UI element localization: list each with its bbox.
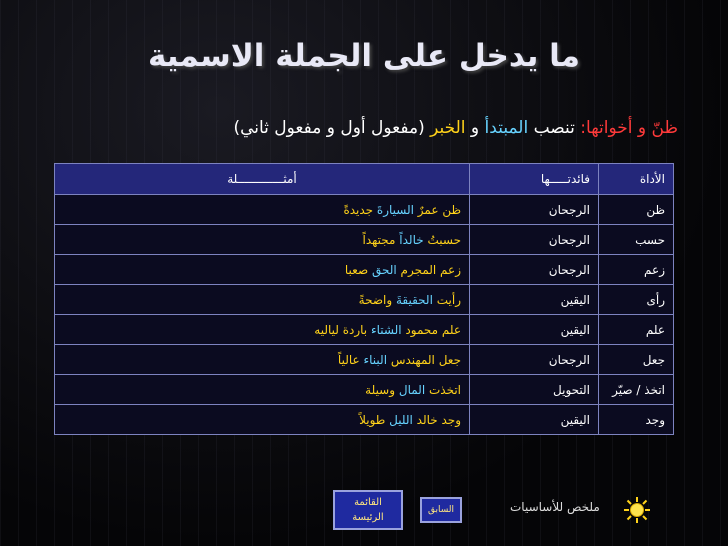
example-part: ظن عمرٌ [417, 202, 461, 217]
table-row [55, 375, 674, 405]
table-row [55, 195, 674, 225]
tools-table [54, 163, 674, 435]
cell-tool: علم [599, 315, 674, 345]
cell-example [55, 195, 470, 225]
main-menu-button[interactable] [333, 490, 403, 530]
subtitle [58, 118, 678, 138]
subtitle-khabar: الخبر [430, 118, 466, 138]
sun-icon[interactable] [623, 496, 651, 524]
example-part: زعم المجرم [400, 262, 461, 277]
header-tool: الأداة [599, 164, 674, 195]
cell-tool: حسب [599, 225, 674, 255]
cell-tool: اتخذ / صيّر [599, 375, 674, 405]
table-row [55, 345, 674, 375]
cell-benefit: اليقين [470, 285, 599, 315]
table-row [55, 285, 674, 315]
subtitle-mubtada: المبتدأ [484, 118, 529, 138]
table-row [55, 405, 674, 435]
cell-example [55, 345, 470, 375]
example-part: اتخذت [428, 382, 461, 397]
cell-tool: زعم [599, 255, 674, 285]
example-part: وجد خالد [416, 412, 461, 427]
example-part: مجتهداً [362, 232, 400, 247]
example-part: وسيلة [365, 382, 399, 397]
cell-example [55, 285, 470, 315]
example-part: جعل المهندس [390, 352, 461, 367]
example-part: جديدةً [343, 202, 377, 217]
example-part: المال [398, 382, 429, 397]
cell-tool: رأى [599, 285, 674, 315]
example-part: علم محمود [405, 322, 461, 337]
cell-example [55, 225, 470, 255]
table-row [55, 315, 674, 345]
example-part: صعبا [344, 262, 372, 277]
example-part: السيارةَ [376, 202, 418, 217]
main-menu-label-line2: الرئيسة [352, 512, 384, 523]
cell-benefit: اليقين [470, 315, 599, 345]
cell-tool: ظن [599, 195, 674, 225]
cell-tool: جعل [599, 345, 674, 375]
main-menu-label-line1: القائمة [354, 497, 382, 508]
cell-tool: وجد [599, 405, 674, 435]
cell-example [55, 405, 470, 435]
subtitle-note: (مفعول أول و مفعول ثاني) [233, 118, 431, 138]
example-part: الشتاء [370, 322, 406, 337]
cell-benefit: الرجحان [470, 195, 599, 225]
page-title: ما يدخل على الجملة الاسمية [147, 38, 581, 74]
example-part: حسبتُ [427, 232, 461, 247]
cell-benefit: التحويل [470, 375, 599, 405]
previous-button[interactable]: السابق [420, 497, 462, 523]
table-header-row [55, 164, 674, 195]
cell-benefit: الرجحان [470, 225, 599, 255]
table-row [55, 255, 674, 285]
example-part: خالداً [399, 232, 428, 247]
example-part: طويلاً [359, 412, 390, 427]
example-part: باردة لياليه [314, 322, 371, 337]
subtitle-verb: تنصب [528, 118, 581, 138]
subtitle-head: ظنّ و أخواتها: [580, 118, 678, 138]
summary-link[interactable]: ملخص للأساسيات [510, 500, 600, 514]
example-part: واضحةً [358, 292, 396, 307]
example-part: الحقيقةَ [395, 292, 437, 307]
example-part: رأيت [436, 292, 461, 307]
cell-benefit: الرجحان [470, 255, 599, 285]
header-benefit: فائدتـــــها [470, 164, 599, 195]
example-part: الليل [389, 412, 417, 427]
cell-example [55, 315, 470, 345]
example-part: البناء [363, 352, 391, 367]
example-part: عالياً [337, 352, 364, 367]
cell-example [55, 375, 470, 405]
cell-benefit: الرجحان [470, 345, 599, 375]
header-examples: أمثـــــــــــــلة [55, 164, 470, 195]
cell-example [55, 255, 470, 285]
table-row [55, 225, 674, 255]
cell-benefit: اليقين [470, 405, 599, 435]
example-part: الحق [371, 262, 401, 277]
subtitle-and: و [465, 118, 485, 138]
